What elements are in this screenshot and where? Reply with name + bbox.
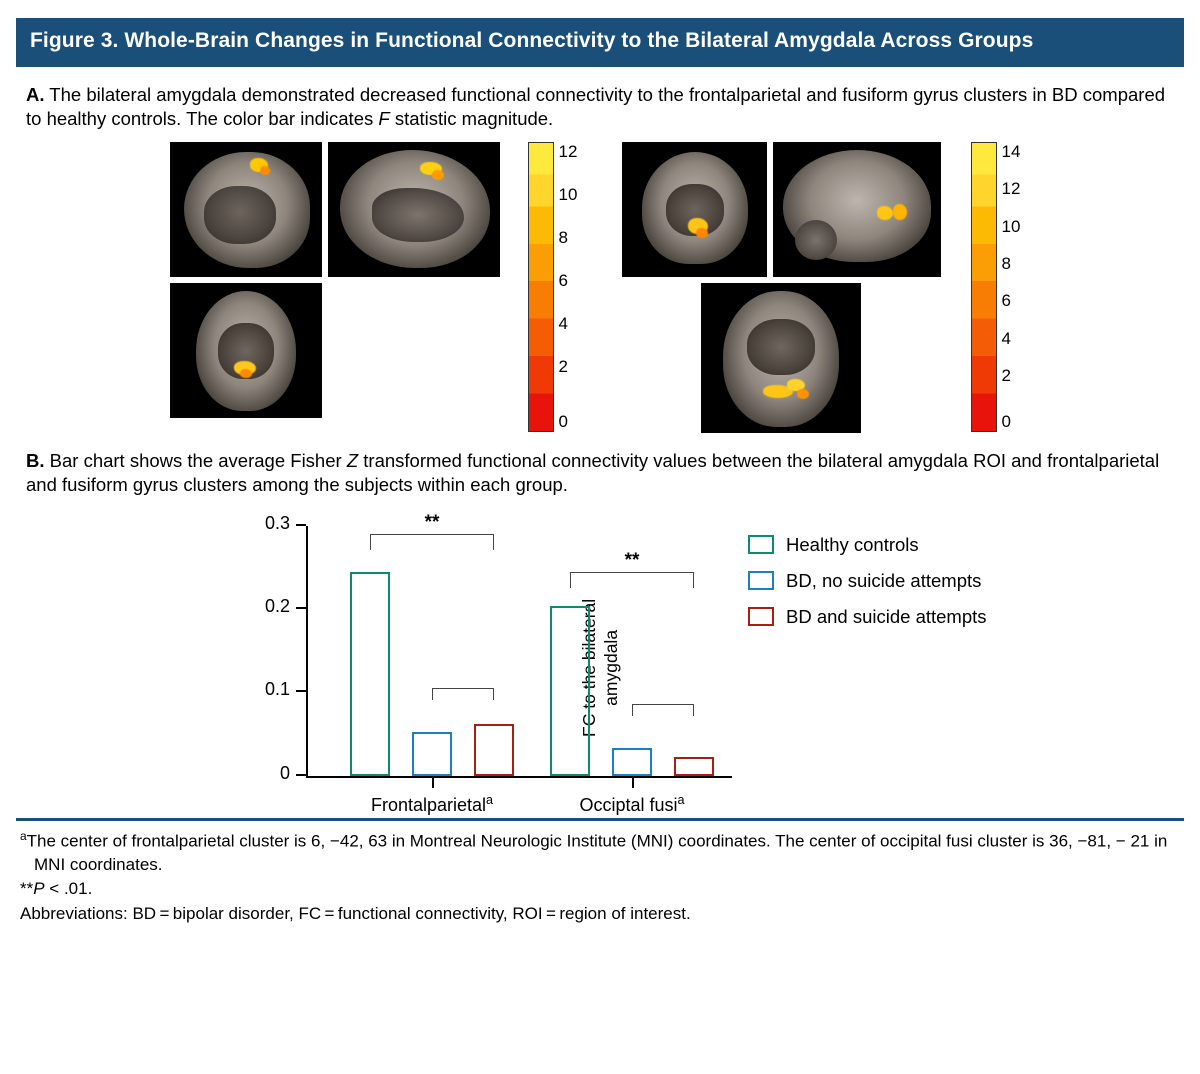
- sig-bracket-occiptal-fusi-outer: [570, 572, 694, 588]
- footnote-p-italic: P: [33, 879, 45, 899]
- x-axis: [306, 776, 732, 778]
- y-tick: [279, 762, 306, 783]
- sig-star-occiptal-fusi: **: [624, 549, 640, 571]
- sig-bracket-occiptal-fusi-inner: [632, 704, 694, 716]
- sig-star-frontalparietal: **: [424, 511, 440, 533]
- x-tick: [632, 778, 634, 788]
- brain-slice-axial-right: [701, 283, 861, 433]
- footnote-abbreviations: Abbreviations: BD = bipolar disorder, FC = functional connectivity, ROI = region of interest.: [20, 903, 691, 923]
- footnotes: [16, 821, 1184, 926]
- panel-b-caption-italic: Z: [346, 449, 359, 471]
- bar-frontalparietal-bd-attempts: [474, 724, 514, 776]
- x-label-text: Frontalparietal: [370, 794, 487, 815]
- panel-a-caption-italic: F: [378, 108, 390, 130]
- legend-swatch-icon: [748, 571, 774, 590]
- colorbar-left-tick: 12: [558, 142, 578, 162]
- panel-b-caption-text-2: transformed functional connectivity values between the bilateral amygdala ROI and frontalparietal and fusiform gyrus clusters among the subjects within each group.: [26, 449, 1160, 496]
- brain-slice-coronal-right: [622, 142, 767, 277]
- legend-label: BD, no suicide attempts: [786, 569, 982, 591]
- legend-label: BD and suicide attempts: [786, 605, 987, 627]
- legend-swatch-icon: [748, 535, 774, 554]
- brain-slice-axial-left: [170, 283, 322, 418]
- colorbar-left-wrap: [528, 142, 588, 432]
- colorbar-left-tick: 8: [558, 228, 568, 248]
- colorbar-left-tick: 6: [558, 271, 568, 291]
- colorbar-right-tick: 4: [1001, 328, 1011, 348]
- footnote-a: [20, 828, 1180, 878]
- brain-group-right: [622, 142, 1031, 433]
- brain-grid-left: [170, 142, 500, 418]
- colorbar-right-tick: 2: [1001, 366, 1011, 386]
- brain-slice-sagittal-mid: [328, 142, 500, 277]
- footnote-p-rest: < .01.: [44, 879, 93, 899]
- x-tick: [432, 778, 434, 788]
- legend-item-healthy-controls: [748, 534, 987, 556]
- colorbar-left-tick: 2: [558, 357, 568, 377]
- bar-occiptal-fusi-healthy-controls: [550, 606, 590, 776]
- colorbar-right-tick: 8: [1001, 254, 1011, 274]
- brain-slice-sagittal-left: [170, 142, 322, 277]
- brain-group-left: [170, 142, 588, 432]
- y-tick: [264, 512, 306, 533]
- colorbar-right: [971, 142, 997, 432]
- x-label-superscript: a: [677, 792, 685, 807]
- y-tick-label: 0.3: [264, 512, 290, 533]
- bar-occiptal-fusi-bd-no-attempts: [612, 748, 652, 776]
- panel-a-caption-text-2: statistic magnitude.: [389, 108, 554, 130]
- plot-region: [264, 511, 732, 815]
- legend-label: Healthy controls: [786, 533, 919, 555]
- y-axis: [306, 526, 308, 778]
- x-tick-label-frontalparietal: [371, 793, 493, 816]
- bar-frontalparietal-bd-no-attempts: [412, 732, 452, 776]
- bar-occiptal-fusi-bd-attempts: [674, 757, 714, 776]
- colorbar-right-tick: 10: [1001, 216, 1021, 236]
- figure-title: Figure 3. Whole-Brain Changes in Functional Connectivity to the Bilateral Amygdala Across Groups: [16, 18, 1184, 67]
- x-label-text: Occiptal fusi: [579, 794, 678, 815]
- x-tick-label-occiptal-fusi: [579, 793, 684, 816]
- brain-grid-right: [622, 142, 941, 433]
- colorbar-right-wrap: [971, 142, 1031, 432]
- chart-legend: [748, 534, 987, 642]
- y-axis-label: FC to the bilateral amygdala: [579, 598, 621, 737]
- panel-b-caption-text-1: Bar chart shows the average Fisher: [44, 449, 347, 471]
- panel-b-caption: [22, 449, 1178, 498]
- y-tick: [264, 679, 306, 700]
- figure-container: [16, 18, 1184, 1058]
- colorbar-left-tick: 10: [558, 185, 578, 205]
- footnote-p-stars: **: [20, 879, 34, 899]
- colorbar-left-tick: 4: [558, 314, 568, 334]
- colorbar-left-ticks: [554, 142, 588, 432]
- panel-b-letter: B.: [26, 449, 45, 471]
- bar-chart: [22, 511, 1178, 815]
- colorbar-left: [528, 142, 554, 432]
- sig-bracket-frontalparietal-inner: [432, 688, 494, 700]
- legend-item-bd-no-attempts: [748, 570, 987, 592]
- x-label-superscript: a: [486, 792, 494, 807]
- colorbar-right-tick: 14: [1001, 141, 1021, 161]
- y-tick-label: 0.1: [264, 679, 290, 700]
- colorbar-left-tick: 0: [558, 411, 568, 431]
- footnote-a-text: The center of frontalparietal cluster is 6, −42, 63 in Montreal Neurologic Institute (MNI) coordinates. The center of occipital fusi cluster is 36, −81, − 21 in MNI coordinates.: [26, 831, 1168, 875]
- legend-swatch-icon: [748, 607, 774, 626]
- brain-slice-sagittal-right: [773, 142, 941, 277]
- colorbar-right-ticks: [997, 142, 1031, 432]
- panel-a-caption: [22, 83, 1178, 132]
- panel-a-letter: A.: [26, 83, 45, 105]
- footnote-a-marker: a: [20, 828, 27, 843]
- colorbar-right-tick: 6: [1001, 291, 1011, 311]
- colorbar-right-tick: 0: [1001, 412, 1011, 432]
- panel-a: [16, 83, 1184, 433]
- panel-a-caption-text-1: The bilateral amygdala demonstrated decreased functional connectivity to the frontalparietal and fusiform gyrus clusters in BD compared to healthy controls. The color bar indicates: [26, 83, 1166, 130]
- legend-item-bd-attempts: [748, 606, 987, 628]
- y-tick-label: 0.2: [264, 595, 290, 616]
- y-tick: [264, 595, 306, 616]
- panel-b: [16, 449, 1184, 815]
- y-tick-label: 0: [279, 762, 290, 783]
- footnote-p: [20, 877, 1180, 901]
- sig-bracket-frontalparietal-outer: [370, 534, 494, 550]
- brain-images-row: [22, 142, 1178, 433]
- bar-frontalparietal-healthy-controls: [350, 572, 390, 776]
- colorbar-right-tick: 12: [1001, 179, 1021, 199]
